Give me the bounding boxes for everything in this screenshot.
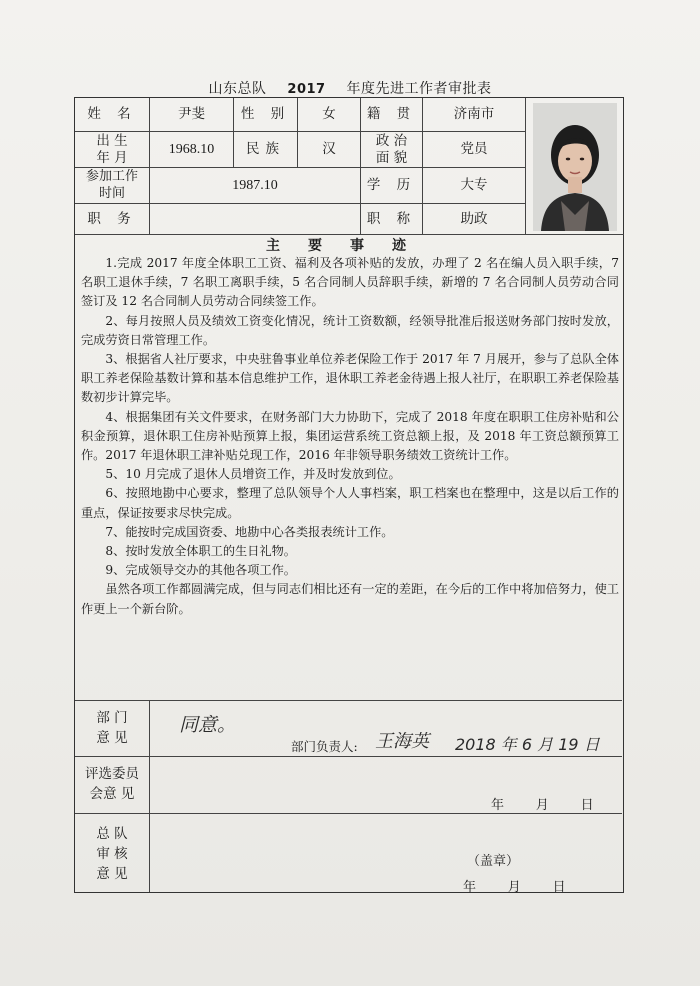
ethnicity-value: 汉 [298, 132, 361, 168]
seal-placeholder: （盖章） [467, 854, 520, 869]
name-label: 姓 名 [75, 98, 150, 132]
origin-value: 济南市 [423, 98, 526, 132]
department-label-line1: 部 门 [96, 710, 128, 726]
divider [75, 756, 622, 757]
department-opinion-handwritten: 同意。 [179, 714, 237, 736]
education-label: 学 历 [361, 168, 423, 204]
political-value: 党员 [423, 132, 526, 168]
portrait-photo [526, 99, 624, 235]
headquarters-review-label [75, 824, 149, 884]
birth-label-line2: 年 月 [96, 149, 128, 166]
department-head-signature: 王海英 [375, 731, 429, 752]
birth-label-line1: 出 生 [96, 132, 128, 149]
gender-label: 性 别 [234, 98, 298, 132]
headquarters-label-line2: 审 核 [96, 846, 128, 862]
position-label: 职 务 [75, 204, 150, 235]
achievement-item: 7、能按时完成国资委、地勘中心各类报表统计工作。 [105, 524, 394, 539]
committee-label-line1: 评选委员 [85, 766, 139, 782]
achievement-item: 虽然各项工作都圆满完成，但与同志们相比还有一定的差距，在今后的工作中将加倍努力，使工作更上一个新台阶。 [81, 582, 619, 616]
work-start-label [75, 168, 150, 204]
achievement-item: 3、根据省人社厅要求，中央驻鲁事业单位养老保险工作于 2017 年 7 月展开，参与了总队全体职工养老保险基数计算和基本信息维护工作，退休职工养老金待遇上报人社厅，在职职工养老保险基数初步计算完毕。 [81, 352, 619, 405]
portrait-icon [533, 103, 617, 231]
achievement-item: 8、按时发放全体职工的生日礼物。 [105, 544, 296, 559]
political-label-line2: 面 貌 [375, 149, 408, 166]
committee-opinion-date: 年 月 日 [491, 798, 595, 813]
main-achievements-heading: 主要事迹 [266, 238, 434, 254]
birth-label [75, 132, 150, 168]
headquarters-label-line1: 总 队 [96, 826, 128, 842]
department-opinion-date: 2018 年 6 月 19 日 [455, 735, 600, 754]
title-prefix: 山东总队 [208, 81, 267, 97]
headquarters-review-date: 年 月 日 [463, 880, 567, 895]
education-value: 大专 [423, 168, 526, 204]
origin-label: 籍 贯 [361, 98, 423, 132]
gender-value: 女 [298, 98, 361, 132]
divider [149, 700, 150, 892]
achievement-item: 4、根据集团有关文件要求，在财务部门大力协助下，完成了 2018 年度在职职工住房补贴和公积金预算，退休职工住房补贴预算上报，集团运营系统工资总额上报，及 2018 年工资总额预算工作。2017 年退休职工津补贴兑现工作，2016 年非领导职务绩效工资统计工作。 [81, 409, 619, 463]
divider [75, 813, 622, 814]
ethnicity-label: 民族 [234, 132, 298, 168]
work-start-value: 1987.10 [150, 168, 361, 204]
title-label: 职 称 [361, 204, 423, 235]
achievement-item: 2、每月按照人员及绩效工资变化情况，统计工资数额，经领导批准后报送财务部门按时发放，完成劳资日常管理工作。 [81, 313, 619, 347]
title-value: 助政 [423, 204, 526, 235]
department-opinion-label [75, 708, 149, 748]
achievement-item: 1.完成 2017 年度全体职工工资、福利及各项补贴的发放，办理了 2 名在编人员入职手续，7 名职工退休手续，7 名职工离职手续，5 名合同制人员辞职手续，新增的 7 名合同制人员劳动合同签订及 12 名合同制人员劳动合同续签工作。 [81, 256, 619, 309]
birth-value: 1968.10 [150, 132, 234, 168]
political-label [361, 132, 423, 168]
name-value: 尹斐 [150, 98, 234, 132]
committee-opinion-label [75, 764, 149, 804]
political-label-line1: 政 治 [375, 132, 408, 149]
department-label-line2: 意 见 [96, 730, 128, 746]
achievements-list [81, 254, 619, 619]
achievement-item: 9、完成领导交办的其他各项工作。 [105, 563, 296, 578]
achievement-item: 6、按照地勘中心要求，整理了总队领导个人人事档案，职工档案也在整理中，这是以后工作的重点，保证按要求尽快完成。 [81, 486, 619, 520]
title-suffix: 年度先进工作者审批表 [346, 81, 492, 97]
achievement-item: 5、10 月完成了退休人员增资工作，并及时发放到位。 [105, 467, 401, 482]
position-value [150, 204, 361, 235]
headquarters-label-line3: 意 见 [96, 866, 128, 882]
committee-label-line2: 会意 见 [89, 786, 135, 802]
form-title [0, 78, 700, 98]
work-start-label-line2: 时间 [98, 185, 125, 201]
approval-form-table [74, 97, 624, 893]
work-start-label-line1: 参加工作 [85, 169, 138, 185]
divider [75, 700, 622, 701]
department-signer-label: 部门负责人: [291, 739, 358, 754]
title-year: 2017 [267, 82, 347, 98]
